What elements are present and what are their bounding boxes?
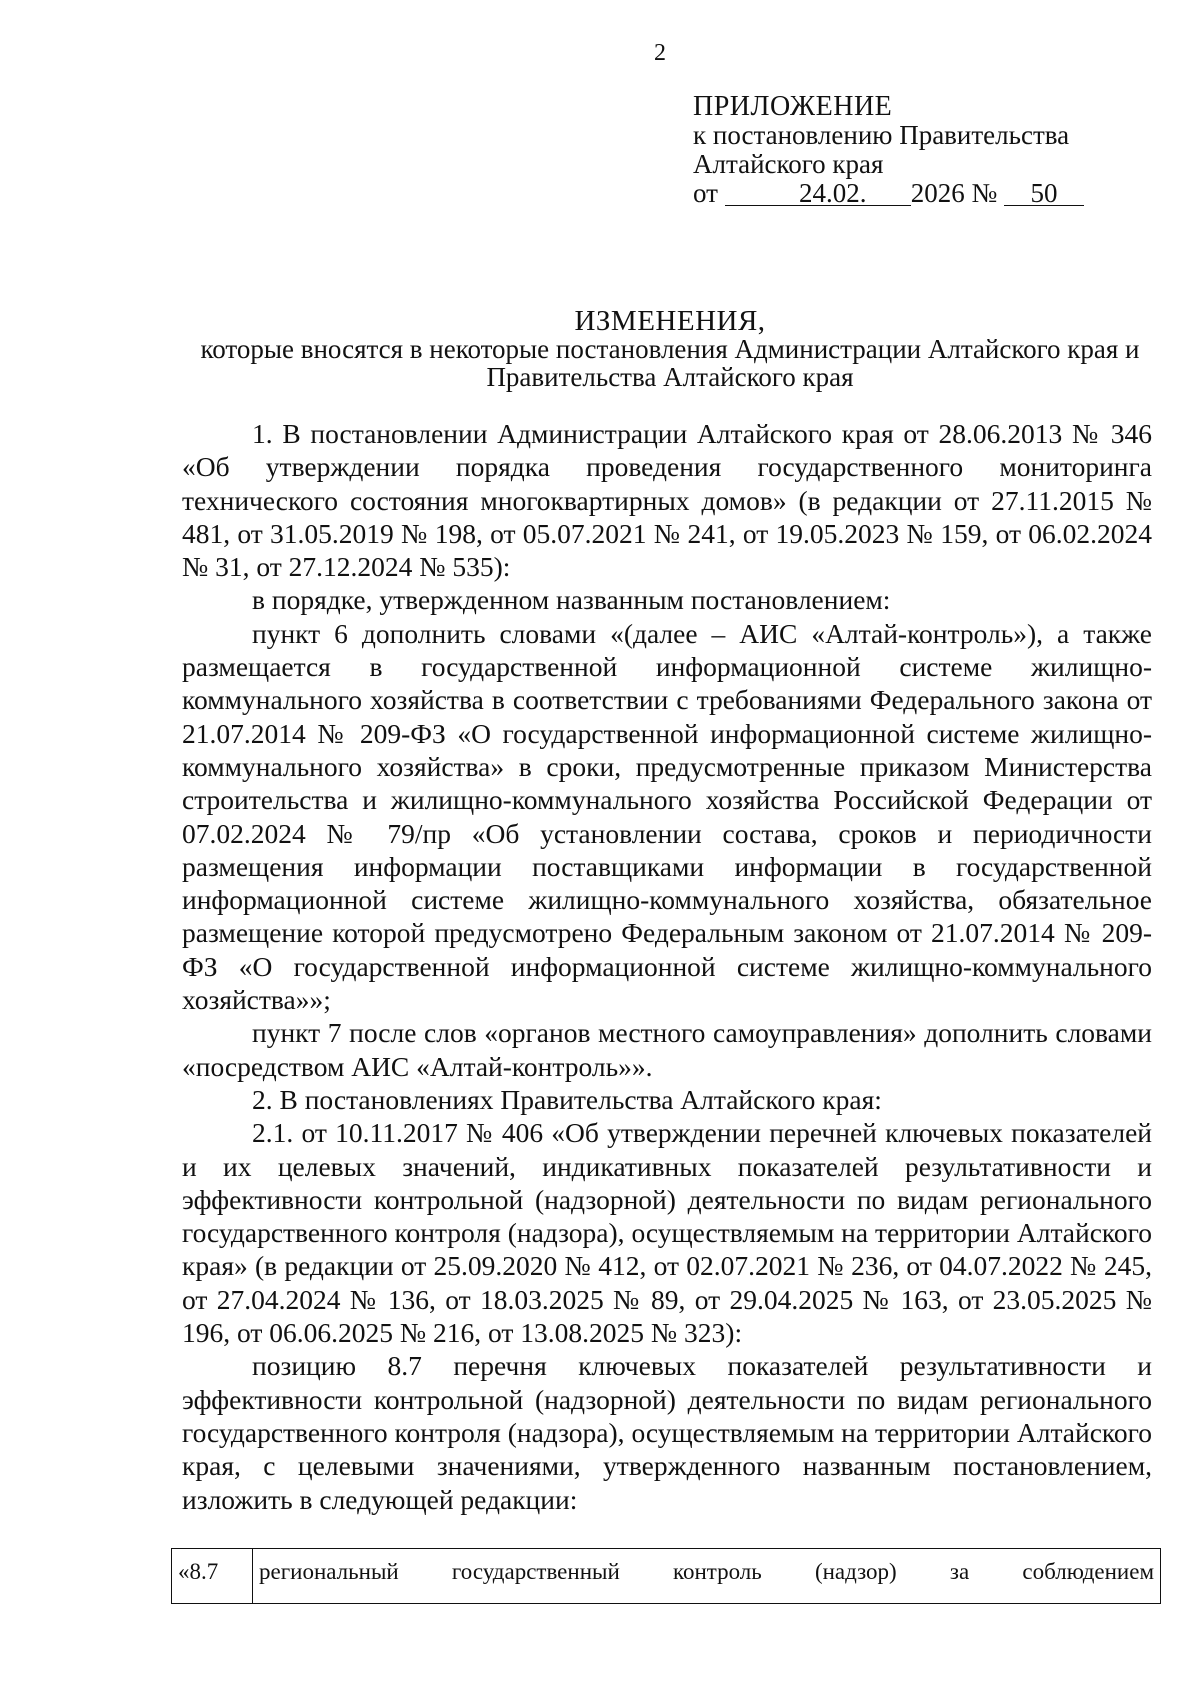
- paragraph-5: 2. В постановлениях Правительства Алтайского края:: [252, 1083, 882, 1115]
- page-number: 2: [654, 40, 666, 66]
- appendix-from: от: [693, 178, 718, 208]
- document-body: [182, 417, 1152, 1516]
- appendix-title: ПРИЛОЖЕНИЕ: [693, 91, 893, 122]
- table-row: [172, 1549, 1161, 1604]
- appendix-year: 2026 №: [910, 178, 998, 208]
- table-cell-number: «8.7: [172, 1549, 253, 1604]
- appendix-date: 24.02.: [725, 181, 911, 206]
- document-title-main: ИЗМЕНЕНИЯ,: [574, 305, 766, 337]
- appendix-block: [693, 92, 1084, 208]
- document-title: [180, 307, 1160, 391]
- appendix-line-1: к постановлению Правительства: [693, 120, 1070, 150]
- paragraph-7: позицию 8.7 перечня ключевых показателей результативности и эффективности контрольной (надзорной) деятельности по видам регионального государственного контроля (надзора), осуществляемым на территории Алтайского края, с целевыми значениями, утвержденного названным постановлением, изложить в следующей редакции:: [182, 1350, 1152, 1515]
- document-subtitle: которые вносятся в некоторые постановления Администрации Алтайского края и Правительства Алтайского края: [200, 334, 1140, 392]
- paragraph-1: 1. В постановлении Администрации Алтайского края от 28.06.2013 № 346 «Об утверждении порядка проведения государственного мониторинга технического состояния многоквартирных домов» (в редакции от 27.11.2015 № 481, от 31.05.2019 № 198, от 05.07.2021 № 241, от 19.05.2023 № 159, от 06.02.2024 № 31, от 27.12.2024 № 535):: [182, 418, 1152, 583]
- paragraph-6: 2.1. от 10.11.2017 № 406 «Об утверждении перечней ключевых показателей и их целевых значений, индикативных показателей результативности и эффективности контрольной (надзорной) деятельности по видам регионального государственного контроля (надзора), осуществляемым на территории Алтайского края» (в редакции от 25.09.2020 № 412, от 02.07.2021 № 236, от 04.07.2022 № 245, от 27.04.2024 № 136, от 18.03.2025 № 89, от 29.04.2025 № 163, от 23.05.2025 № 196, от 06.06.2025 № 216, от 13.08.2025 № 323):: [182, 1117, 1152, 1349]
- paragraph-4: пункт 7 после слов «органов местного самоуправления» дополнить словами «посредством АИС «Алтай-контроль»».: [182, 1017, 1152, 1082]
- amendment-table: [171, 1548, 1161, 1604]
- paragraph-3: пункт 6 дополнить словами «(далее – АИС «Алтай-контроль»), а также размещается в государственной информационной системе жилищно-коммунального хозяйства в соответствии с требованиями Федерального закона от 21.07.2014 № 209-ФЗ «О государственной информационной системе жилищно-коммунального хозяйства» в сроки, предусмотренные приказом Министерства строительства и жилищно-коммунального хозяйства Российской Федерации от 07.02.2024 № 79/пр «Об установлении состава, сроков и периодичности размещения информации поставщиками информации в государственной информационной системе жилищно-коммунального хозяйства, обязательное размещение которой предусмотрено Федеральным законом от 21.07.2014 № 209-ФЗ «О государственной информационной системе жилищно-коммунального хозяйства»»;: [182, 617, 1152, 1016]
- appendix-date-line: [693, 179, 1084, 208]
- appendix-line-2: Алтайского края: [693, 149, 884, 179]
- paragraph-2: в порядке, утвержденном названным постановлением:: [252, 584, 891, 616]
- appendix-number: 50: [1004, 181, 1084, 206]
- table-cell-text: региональный государственный контроль (надзор) за соблюдением: [253, 1549, 1161, 1604]
